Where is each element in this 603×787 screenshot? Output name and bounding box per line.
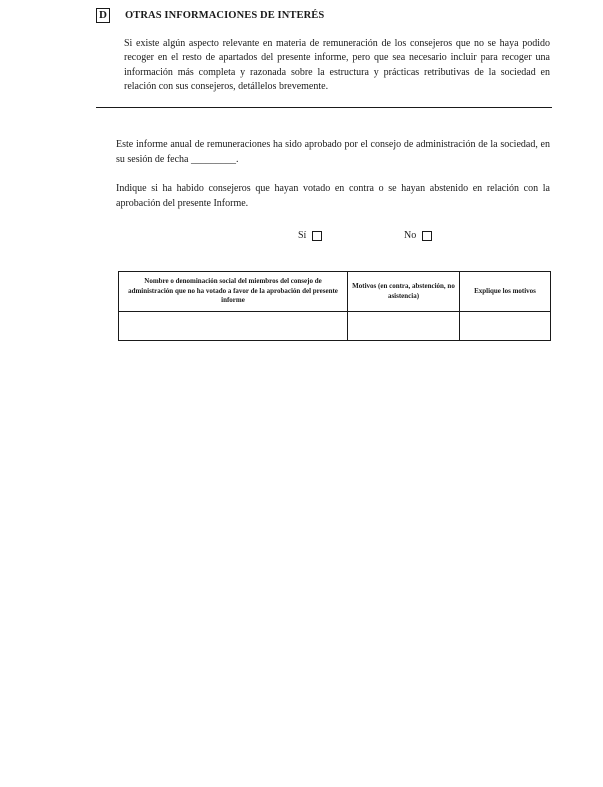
cell-reasons[interactable] (348, 312, 460, 341)
option-no[interactable] (404, 230, 432, 241)
cell-director-name[interactable] (119, 312, 348, 341)
section-letter-box: D (96, 8, 110, 23)
header-director-name: Nombre o denominación social del miembros del consejo de administración que no ha votado a favor de la aprobación del presente informe (119, 272, 348, 312)
cell-explanation[interactable] (460, 312, 551, 341)
dissenting-directors-table (118, 271, 551, 341)
option-yes[interactable] (298, 230, 322, 241)
header-reasons: Motivos (en contra, abstención, no asistencia) (348, 272, 460, 312)
table-header-row (119, 272, 551, 312)
section-title: OTRAS INFORMACIONES DE INTERÉS (125, 9, 325, 21)
yes-checkbox[interactable] (312, 231, 322, 241)
no-checkbox[interactable] (422, 231, 432, 241)
intro-paragraph: Si existe algún aspecto relevante en materia de remuneración de los consejeros que no se haya podido recoger en el resto de apartados del presente informe, pero que sea necesario incluir para recoger una información más completa y razonada sobre la estructura y prácticas retributivas de la sociedad en relación con sus consejeros, detállelos brevemente. (124, 38, 550, 93)
vote-question: Indique si ha habido consejeros que hayan votado en contra o se hayan abstenido en relación con la aprobación del presente Informe. (116, 183, 550, 209)
option-no-label: No (404, 230, 417, 241)
approval-statement: Este informe anual de remuneraciones ha sido aprobado por el consejo de administración de la sociedad, en su sesión de fecha _________. (116, 139, 550, 165)
header-explain-reasons: Explique los motivos (460, 272, 551, 312)
table-row (119, 312, 551, 341)
option-yes-label: Sí (298, 230, 307, 241)
section-header (96, 7, 324, 23)
text-entry-line[interactable] (96, 107, 552, 108)
